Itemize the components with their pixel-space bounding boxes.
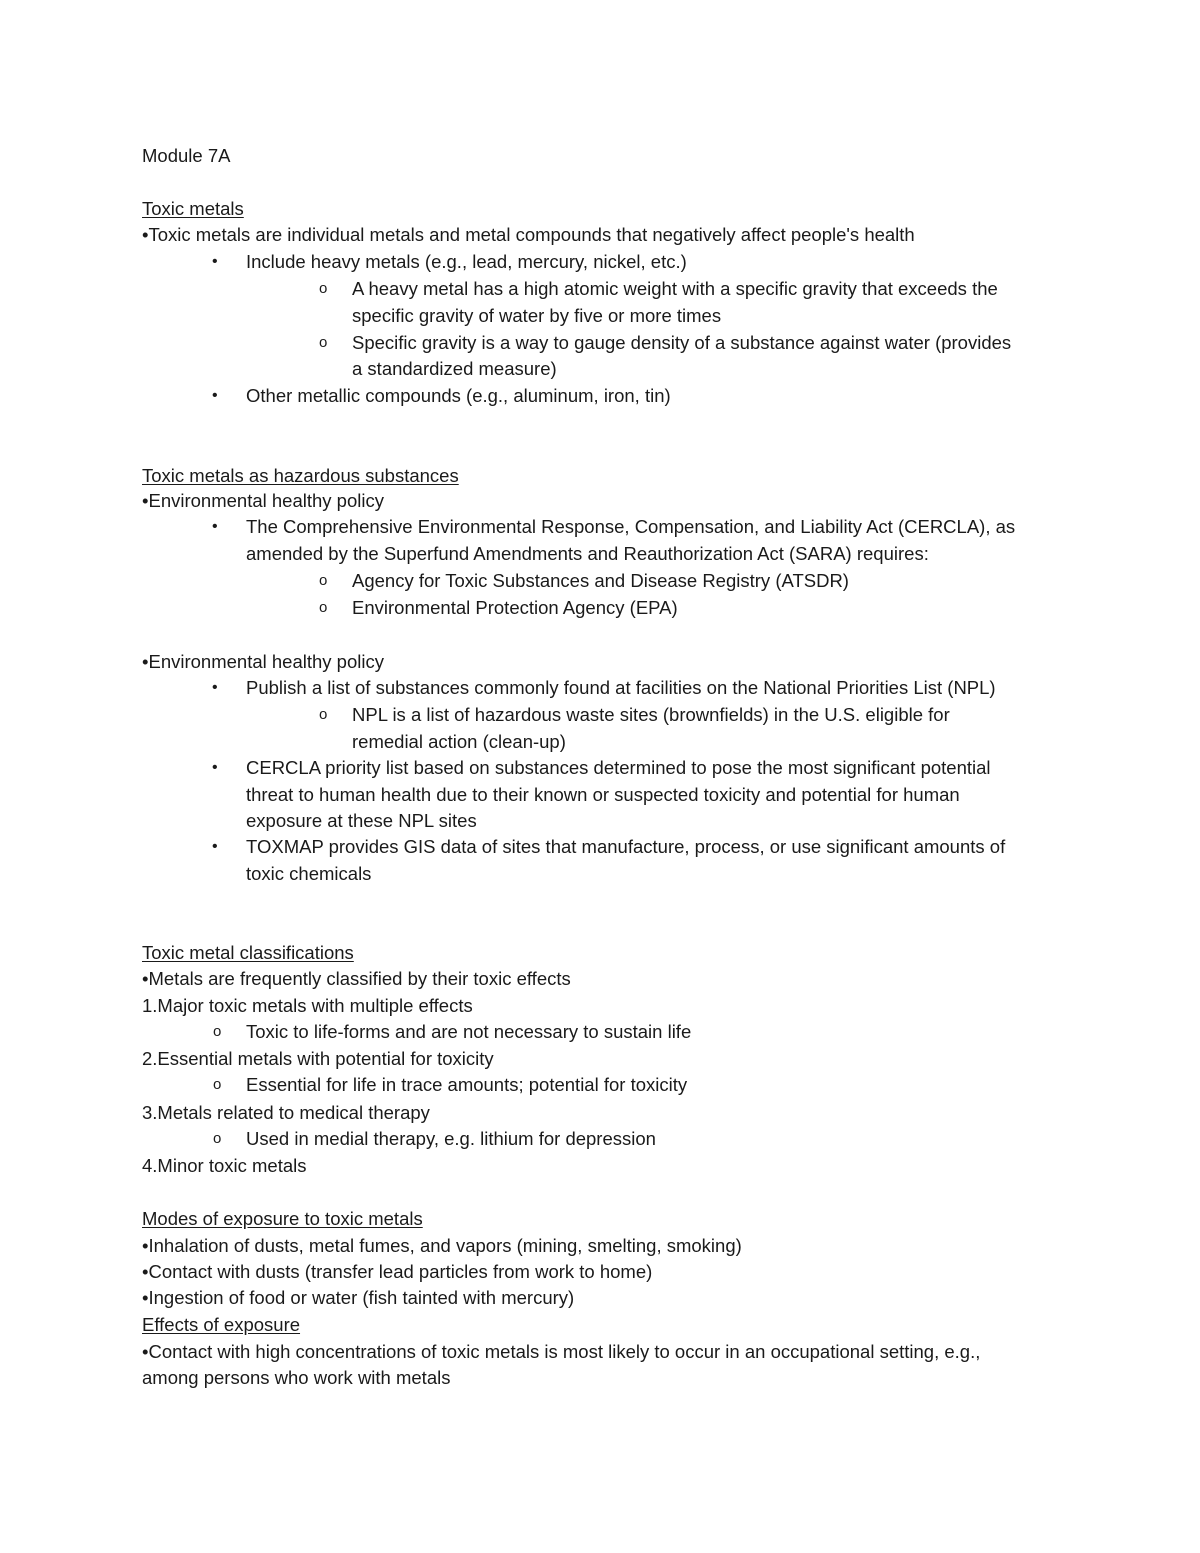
- bullet-icon: •: [142, 490, 149, 511]
- circle-bullet-icon: o: [319, 572, 328, 589]
- bullet-icon: •: [142, 651, 149, 672]
- list-item: Specific gravity is a way to gauge density of a substance against water (provides: [352, 332, 1012, 353]
- bullet-icon: •: [142, 1287, 149, 1308]
- document-title: Module 7A: [142, 145, 231, 166]
- list-item: •Toxic metals are individual metals and metal compounds that negatively affect people's health: [142, 224, 915, 245]
- list-item-continued: specific gravity of water by five or more times: [352, 305, 722, 326]
- list-item-continued: threat to human health due to their known or suspected toxicity and potential for human: [246, 784, 960, 805]
- list-item: •Contact with high concentrations of toxic metals is most likely to occur in an occupational setting, e.g.,: [142, 1341, 981, 1362]
- list-item: •Contact with dusts (transfer lead particles from work to home): [142, 1261, 653, 1282]
- list-item: The Comprehensive Environmental Response, Compensation, and Liability Act (CERCLA), as: [246, 516, 1016, 537]
- list-item: •Environmental healthy policy: [142, 490, 384, 511]
- circle-bullet-icon: o: [213, 1130, 222, 1147]
- circle-bullet-icon: o: [319, 334, 328, 351]
- list-item: Used in medial therapy, e.g. lithium for depression: [246, 1128, 656, 1149]
- circle-bullet-icon: o: [213, 1076, 222, 1093]
- bullet-icon: •: [212, 518, 218, 535]
- list-item-continued: remedial action (clean-up): [352, 731, 566, 752]
- list-item-continued: exposure at these NPL sites: [246, 810, 477, 831]
- list-item-continued: among persons who work with metals: [142, 1367, 451, 1388]
- list-item: Include heavy metals (e.g., lead, mercury, nickel, etc.): [246, 251, 687, 272]
- section-heading-classifications: Toxic metal classifications: [142, 942, 354, 963]
- bullet-icon: •: [212, 838, 218, 855]
- list-item: Publish a list of substances commonly found at facilities on the National Priorities List (NPL): [246, 677, 996, 698]
- circle-bullet-icon: o: [319, 599, 328, 616]
- list-item: NPL is a list of hazardous waste sites (brownfields) in the U.S. eligible for: [352, 704, 950, 725]
- list-item: Environmental Protection Agency (EPA): [352, 597, 678, 618]
- list-item: Agency for Toxic Substances and Disease Registry (ATSDR): [352, 570, 849, 591]
- circle-bullet-icon: o: [213, 1023, 222, 1040]
- circle-bullet-icon: o: [319, 706, 328, 723]
- list-item-continued: toxic chemicals: [246, 863, 372, 884]
- list-item: Other metallic compounds (e.g., aluminum, iron, tin): [246, 385, 671, 406]
- section-heading-toxic-metals: Toxic metals: [142, 198, 244, 219]
- numbered-item: 2.Essential metals with potential for toxicity: [142, 1048, 494, 1069]
- bullet-icon: •: [212, 387, 218, 404]
- numbered-item: 3.Metals related to medical therapy: [142, 1102, 430, 1123]
- bullet-icon: •: [142, 224, 149, 245]
- bullet-icon: •: [142, 1261, 149, 1282]
- list-item: CERCLA priority list based on substances determined to pose the most significant potential: [246, 757, 991, 778]
- list-item: TOXMAP provides GIS data of sites that manufacture, process, or use significant amounts of: [246, 836, 1006, 857]
- list-item: •Metals are frequently classified by their toxic effects: [142, 968, 571, 989]
- list-item: •Environmental healthy policy: [142, 651, 384, 672]
- list-item-continued: a standardized measure): [352, 358, 557, 379]
- bullet-icon: •: [212, 679, 218, 696]
- list-item: •Inhalation of dusts, metal fumes, and vapors (mining, smelting, smoking): [142, 1235, 742, 1256]
- numbered-item: 1.Major toxic metals with multiple effects: [142, 995, 473, 1016]
- bullet-icon: •: [212, 253, 218, 270]
- circle-bullet-icon: o: [319, 280, 328, 297]
- numbered-item: 4.Minor toxic metals: [142, 1155, 307, 1176]
- bullet-icon: •: [212, 759, 218, 776]
- list-item: •Ingestion of food or water (fish tainted with mercury): [142, 1287, 575, 1308]
- list-item: Toxic to life-forms and are not necessary to sustain life: [246, 1021, 692, 1042]
- section-heading-effects-of-exposure: Effects of exposure: [142, 1314, 301, 1335]
- bullet-icon: •: [142, 1235, 149, 1256]
- bullet-icon: •: [142, 968, 149, 989]
- list-item-continued: amended by the Superfund Amendments and Reauthorization Act (SARA) requires:: [246, 543, 929, 564]
- list-item: A heavy metal has a high atomic weight with a specific gravity that exceeds the: [352, 278, 998, 299]
- list-item: Essential for life in trace amounts; potential for toxicity: [246, 1074, 688, 1095]
- bullet-icon: •: [142, 1341, 149, 1362]
- section-heading-modes-of-exposure: Modes of exposure to toxic metals: [142, 1208, 423, 1229]
- section-heading-hazardous-substances: Toxic metals as hazardous substances: [142, 465, 459, 486]
